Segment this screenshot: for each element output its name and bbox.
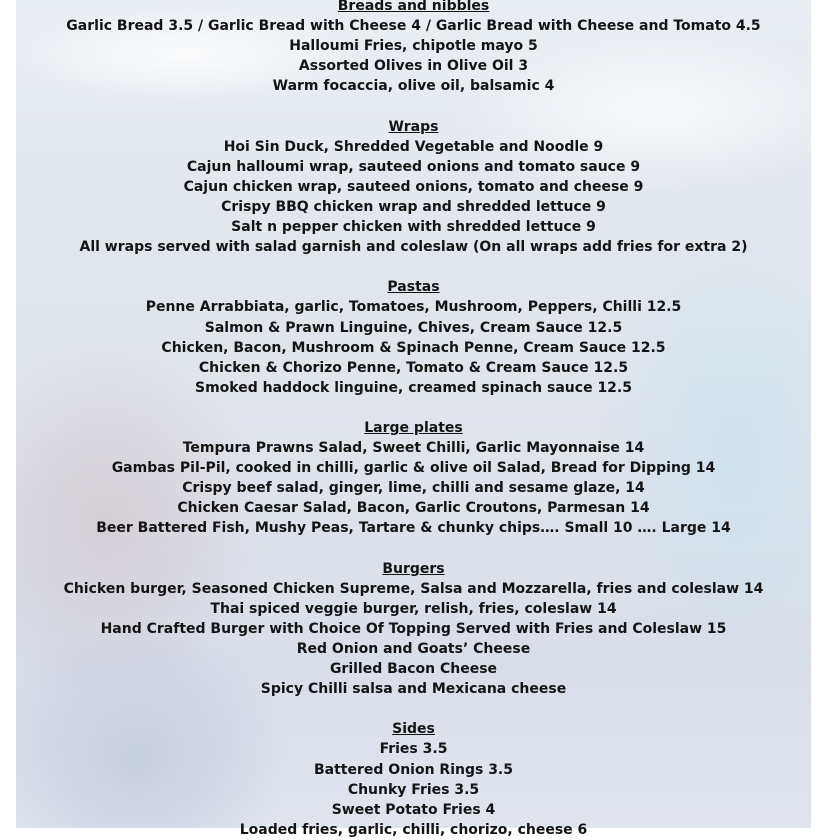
menu-item: Crispy BBQ chicken wrap and shredded lettuce 9: [221, 198, 606, 215]
menu-content: [16, 0, 811, 840]
menu-item: Assorted Olives in Olive Oil 3: [298, 58, 529, 75]
menu-item: Chicken Caesar Salad, Bacon, Garlic Croutons, Parmesan 14: [177, 500, 650, 517]
menu-item: Gambas Pil-Pil, cooked in chilli, garlic & olive oil Salad, Bread for Dipping 14: [111, 460, 716, 477]
menu-item: Grilled Bacon Cheese: [329, 661, 498, 678]
menu-item: Thai spiced veggie burger, relish, fries, coleslaw 14: [210, 600, 617, 617]
section-large-plates: [16, 418, 811, 539]
section-heading: Large plates: [364, 419, 463, 436]
section-heading: Breads and nibbles: [337, 0, 490, 14]
section-heading: Sides: [392, 721, 435, 738]
menu-item: Beer Battered Fish, Mushy Peas, Tartare & chunky chips…. Small 10 …. Large 14: [96, 520, 731, 537]
section-heading: Burgers: [382, 560, 445, 577]
menu-item: Chunky Fries 3.5: [347, 781, 480, 798]
menu-item: Hand Crafted Burger with Choice Of Topping Served with Fries and Coleslaw 15: [100, 620, 727, 637]
menu-item: Garlic Bread 3.5 / Garlic Bread with Cheese 4 / Garlic Bread with Cheese and Tomato 4.5: [66, 18, 761, 35]
menu-note: All wraps served with salad garnish and coleslaw (On all wraps add fries for extra 2): [79, 239, 748, 256]
section-breads-and-nibbles: [16, 0, 811, 96]
menu-item: Penne Arrabbiata, garlic, Tomatoes, Mushroom, Peppers, Chilli 12.5: [145, 299, 682, 316]
menu-item: Warm focaccia, olive oil, balsamic 4: [272, 78, 555, 95]
section-heading: Wraps: [388, 118, 439, 135]
menu-item: Red Onion and Goats’ Cheese: [296, 641, 531, 657]
menu-item: Cajun halloumi wrap, sauteed onions and tomato sauce 9: [186, 158, 641, 175]
menu-item: Tempura Prawns Salad, Sweet Chilli, Garlic Mayonnaise 14: [182, 440, 645, 457]
section-pastas: [16, 277, 811, 398]
menu-page: [16, 0, 811, 838]
menu-item: Sweet Potato Fries 4: [331, 801, 496, 818]
menu-item: Chicken & Chorizo Penne, Tomato & Cream Sauce 12.5: [198, 359, 629, 376]
left-margin: [0, 0, 16, 828]
menu-item: Chicken burger, Seasoned Chicken Supreme, Salsa and Mozzarella, fries and coleslaw 14: [63, 580, 764, 597]
section-sides: [16, 719, 811, 840]
section-burgers: [16, 559, 811, 700]
menu-item: Loaded fries, garlic, chilli, chorizo, cheese 6: [239, 821, 588, 838]
menu-item: Smoked haddock linguine, creamed spinach sauce 12.5: [195, 379, 632, 396]
menu-item: Salt n pepper chicken with shredded lettuce 9: [231, 219, 596, 236]
menu-item: Chicken, Bacon, Mushroom & Spinach Penne, Cream Sauce 12.5: [161, 339, 666, 356]
menu-item: Hoi Sin Duck, Shredded Vegetable and Noodle 9: [223, 138, 604, 155]
section-wraps: [16, 117, 811, 258]
menu-item: Crispy beef salad, ginger, lime, chilli and sesame glaze, 14: [182, 480, 645, 497]
menu-item: Spicy Chilli salsa and Mexicana cheese: [260, 681, 567, 698]
menu-item: Salmon & Prawn Linguine, Chives, Cream Sauce 12.5: [204, 319, 623, 336]
right-margin: [811, 0, 828, 828]
menu-item: Halloumi Fries, chipotle mayo 5: [289, 38, 538, 55]
menu-item: Cajun chicken wrap, sauteed onions, tomato and cheese 9: [183, 178, 644, 195]
section-heading: Pastas: [387, 279, 440, 296]
menu-item: Battered Onion Rings 3.5: [314, 761, 513, 778]
menu-item: Fries 3.5: [379, 741, 448, 758]
